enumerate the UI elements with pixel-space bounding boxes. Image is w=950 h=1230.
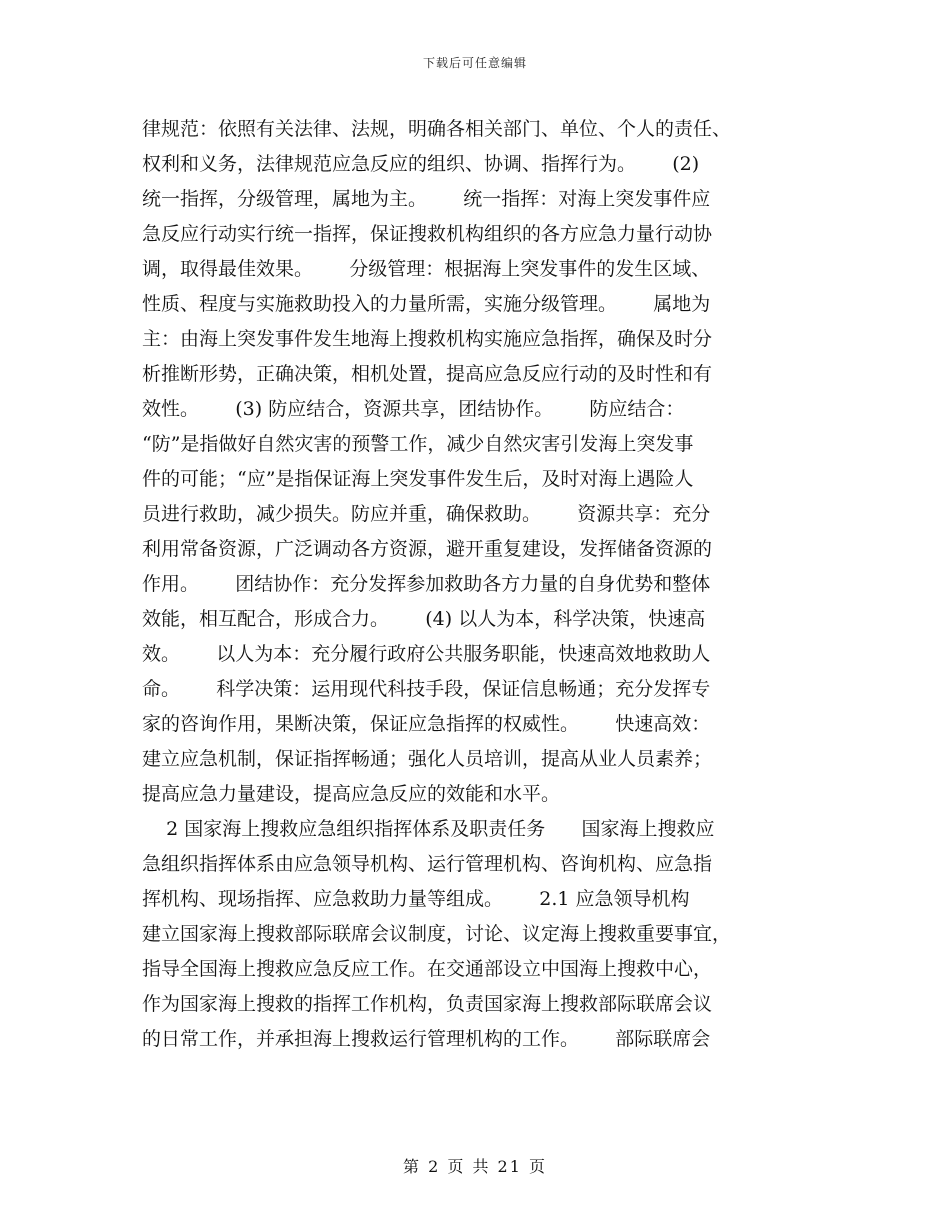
text-line-19: 建立应急机制，保证指挥畅通；强化人员培训，提高从业人员素养； xyxy=(142,748,713,770)
text-line-1: 律规范：依照有关法律、法规，明确各相关部门、单位、个人的责任、 xyxy=(142,118,732,140)
text-line-2: 权利和义务，法律规范应急反应的组织、协调、指挥行为。 (2) xyxy=(142,153,700,175)
page-number: 第 2 页 共 21 页 xyxy=(403,1157,547,1176)
text-line-20: 提高应急力量建设，提高应急反应的效能和水平。 xyxy=(142,783,561,805)
text-line-21: 2 国家海上搜救应急组织指挥体系及职责任务 国家海上搜救应 xyxy=(142,818,715,840)
text-line-10: “防”是指做好自然灾害的预警工作，减少自然灾害引发海上突发事 xyxy=(142,433,694,455)
text-line-3: 统一指挥，分级管理，属地为主。 统一指挥：对海上突发事件应 xyxy=(142,188,711,210)
text-line-13: 利用常备资源，广泛调动各方资源，避开重复建设，发挥储备资源的 xyxy=(142,538,713,560)
text-line-22: 急组织指挥体系由应急领导机构、运行管理机构、咨询机构、应急指 xyxy=(142,853,713,875)
text-line-18: 家的咨询作用，果断决策，保证应急指挥的权威性。 快速高效： xyxy=(142,713,711,735)
text-line-16: 效。 以人为本：充分履行政府公共服务职能，快速高效地救助人 xyxy=(142,643,711,665)
text-line-15: 效能，相互配合，形成合力。 (4) 以人为本，科学决策，快速高 xyxy=(142,608,706,630)
text-line-12: 员进行救助，减少损失。防应并重，确保救助。 资源共享：充分 xyxy=(142,503,711,525)
page-header: 下载后可任意编辑 xyxy=(422,56,527,70)
text-line-7: 主：由海上突发事件发生地海上搜救机构实施应急指挥，确保及时分 xyxy=(142,328,713,350)
document-body xyxy=(142,112,814,1057)
text-line-26: 作为国家海上搜救的指挥工作机构，负责国家海上搜救部际联席会议 xyxy=(142,993,713,1015)
text-line-17: 命。 科学决策：运用现代科技手段，保证信息畅通；充分发挥专 xyxy=(142,678,711,700)
text-line-14: 作用。 团结协作：充分发挥参加救助各方力量的自身优势和整体 xyxy=(142,573,711,595)
text-line-24: 建立国家海上搜救部际联席会议制度，讨论、议定海上搜救重要事宜， xyxy=(142,923,732,945)
text-line-5: 调，取得最佳效果。 分级管理：根据海上突发事件的发生区域、 xyxy=(142,258,711,280)
text-line-27: 的日常工作，并承担海上搜救运行管理机构的工作。 部际联席会 xyxy=(142,1028,711,1050)
text-line-11: 件的可能；“应”是指保证海上突发事件发生后，及时对海上遇险人 xyxy=(142,468,694,490)
text-line-8: 析推断形势，正确决策，相机处置，提高应急反应行动的及时性和有 xyxy=(142,363,713,385)
text-line-23: 挥机构、现场指挥、应急救助力量等组成。 2.1 应急领导机构 xyxy=(142,888,690,910)
text-line-9: 效性。 (3) 防应结合，资源共享，团结协作。 防应结合： xyxy=(142,398,685,420)
text-line-6: 性质、程度与实施救助投入的力量所需，实施分级管理。 属地为 xyxy=(142,293,711,315)
text-line-4: 急反应行动实行统一指挥，保证搜救机构组织的各方应急力量行动协 xyxy=(142,223,713,245)
text-line-25: 指导全国海上搜救应急反应工作。在交通部设立中国海上搜救中心， xyxy=(142,958,713,980)
